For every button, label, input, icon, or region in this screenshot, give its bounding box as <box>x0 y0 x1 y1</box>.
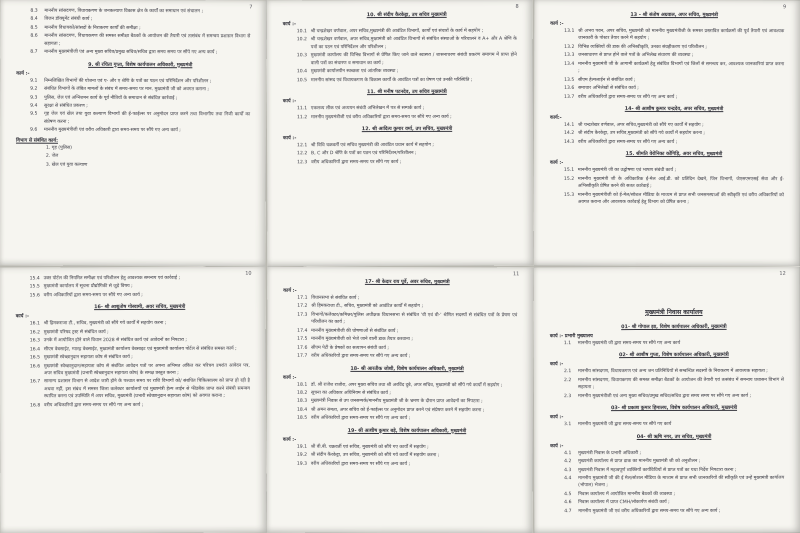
work-item <box>30 25 250 33</box>
item-number: 18.3 <box>296 399 308 405</box>
item-text: श्री संदीप कैरकेट्टा, उप सचिव, मुख्यमंत्री को सौंपे गये कार्यों में सहयोग करना ; <box>310 452 440 459</box>
item-text: निम्नलिखित विभागों की योजना एवं ए- और ए श्रेणि के पत्रों का पठन एवं परिनिर्देशन और परिशीलन ; <box>44 78 212 84</box>
work-label: कार्य :- <box>16 71 30 77</box>
item-number: 9.5 <box>30 112 38 118</box>
item-text: मुख्यमंत्री निवास से उप जनसम्पर्क/माननीय मुख्यमंत्री जी के भ्रमण के दौरान प्राप्त आवेदनों का निपटारा ; <box>310 399 483 405</box>
item-text: वरीय अधिकारियों द्वारा समय-समय पर सौंपे गए अन्य कार्य ; <box>311 353 411 360</box>
item-number: 12.2 <box>297 151 308 157</box>
item-number: 16.4 <box>29 346 41 352</box>
item-number: 10.1 <box>296 29 307 35</box>
item-text: श्री हिमकराजा टी., सचिव, मुख्यमंत्री को आवंटित कार्यों में सहयोग ; <box>311 304 424 310</box>
work-item <box>297 68 517 76</box>
work-item <box>297 381 517 389</box>
item-text: माननीय सांसदगण, विधायकगण की समस्त समीक्षा बैठकों के आयोजन की तैयारी एवं तत्संबंध में समन्वय प्रशासन विभाग से सहायता ; <box>577 377 784 391</box>
item-text: निवास कार्यालय में आयोजित माननीय बैठकों की व्यवस्था ; <box>578 491 676 497</box>
document-page-10 <box>0 267 266 533</box>
item-number: 13.4 <box>564 61 575 67</box>
work-item <box>297 303 517 311</box>
department-item: 2. जेल <box>45 153 59 159</box>
item-text: विभिन्न व्यक्तियों की डाक की अभिस्वीकृति, उनका संग्रहीकरण एवं परिशीलन ; <box>578 44 707 50</box>
item-text: माननीय मुख्यमंत्री जी के अधिकारिक ई-मेल आई.डी. को प्रतिदिन देखने, जिन विभागों, जेएसएमएसई सेवा और ई-अभिस्वीकृति प्रेषित करने की सतत कार्रवाई ; <box>577 176 784 190</box>
item-number: 13.2 <box>564 44 575 50</box>
work-item <box>30 94 250 102</box>
item-number: 1.1 <box>563 341 572 347</box>
document-page-12 <box>534 267 800 533</box>
work-label: कार्य :- <box>550 415 564 421</box>
item-number: 16.1 <box>29 321 40 327</box>
item-text: श्री संदीप कैरकेट्टा, उप सचिव,मुख्यमंत्री को सौंपे गये कार्यों में सहयोग करना ; <box>577 131 705 137</box>
item-number: 19.1 <box>296 444 308 450</box>
officer-heading: 19- श्री आशीष कुमार बड़े, विशेष कार्यपालन अधिकारी, मुख्यमंत्री <box>347 427 467 434</box>
item-text: माननीय मुख्यमंत्रीजी एवं अन्य मुख्य सचिव/प्रमुख सचिव/सचिव द्वारा समय समय पर सौंपे गए अन्य कार्य ; <box>44 49 218 56</box>
item-text: माननीय मुख्यमंत्रीजी की घोषणाओं से संबंधित कार्य ; <box>311 328 399 334</box>
officer-heading: 16- श्री आशुतोष गोस्वामी, अवर सचिव, मुख्यमंत्री <box>94 304 186 311</box>
page-number: 10 <box>245 270 252 277</box>
work-item <box>564 167 784 175</box>
item-number: 18.2 <box>297 390 308 396</box>
work-item <box>564 475 784 490</box>
item-number: 2.2 <box>563 378 572 384</box>
item-number: 12.1 <box>297 143 308 149</box>
item-number: 8.4 <box>30 17 38 23</box>
item-number: 15.4 <box>29 276 40 282</box>
work-label: कार्य :- <box>550 443 564 449</box>
item-text: वरीय अधिकारियों द्वारा समय-समय पर सौंपे गए अन्य कार्य ; <box>578 94 678 100</box>
item-text: सुरक्षा से संबंधित प्रकरण ; <box>44 103 88 109</box>
document-page-7 <box>0 0 266 266</box>
work-item <box>297 344 517 352</box>
officer-heading: 13 - श्री संतोष अग्रवाल, अपर सचिव, मुख्यमंत्री <box>630 11 719 19</box>
work-item <box>564 52 784 60</box>
work-item <box>30 33 250 49</box>
work-item <box>564 449 784 457</box>
item-text: श्री चन्द्रशेखर वर्णवाल, अपर सचिव,मुख्यमंत्री को आवंटित विभागों से संबंधित संस्थाओं के परिचालन व A+ और A श्रेणि के पत्रों का पठन एवं परिनिर्देशन और परिशीलन ; <box>310 37 517 51</box>
item-number: 4.1 <box>564 450 572 456</box>
item-text: माननीय विधायकों/सांसदों के निराकरण कार्यों की समीक्षा ; <box>44 25 141 31</box>
work-label: कार्य :- <box>282 437 297 443</box>
item-number: 10.2 <box>296 37 307 43</box>
work-label: कार्य :- <box>15 314 30 320</box>
item-number: 3.1 <box>564 422 572 428</box>
item-number: 19.2 <box>296 452 308 458</box>
work-item <box>30 337 250 345</box>
item-number: 16.3 <box>29 338 41 344</box>
officer-heading: 01- श्री गोपाल झा, विशेष कार्यपालन अधिकारी, मुख्यमंत्री <box>621 323 727 331</box>
item-text: निवास कार्यालय में प्राप्त CMH/लोकार्पण संबंधी कार्य ; <box>578 500 670 506</box>
item-text: विजन डॉक्यूमेंट संबंधी कार्य ; <box>44 17 93 23</box>
work-label: कार्य :- <box>550 21 564 27</box>
officer-heading: 02- श्री आशीष गुप्ता, विशेष कार्यपालन अधिकारी, मुख्यमंत्री <box>618 352 729 359</box>
department-item: 3. खेल एवं युवा कल्याण <box>45 162 88 168</box>
work-item <box>564 191 784 206</box>
item-text: मुख्यमंत्री निवास के प्रभारी अधिकारी ; <box>578 450 642 456</box>
item-number: 14.1 <box>564 122 575 128</box>
work-item <box>30 362 250 378</box>
item-number: 15.1 <box>563 168 575 174</box>
item-text: माननीय मुख्यमंत्री जी एवं वरीय अधिकारियों द्वारा समय-समय पर सौंपे गए अन्य कार्य ; <box>578 508 721 514</box>
work-item <box>297 76 517 84</box>
work-item <box>564 44 784 52</box>
item-number: 16.7 <box>29 379 41 385</box>
item-text: माननीय सांसद एवं विधायकगण के विकास कार्यों के आवंटित पत्रों का प्रेषण एवं उनकी परिस्थिति ; <box>310 77 473 83</box>
item-number: 18.5 <box>296 415 308 422</box>
officer-heading: 11. श्री मनीष पटनदेव, उप सचिव मुख्यमंत्री <box>366 88 447 96</box>
item-text: श्री वी.बी. चक्रवर्ती एवं सचिव, मुख्यमंत्री को सौंपे गए कार्यों में सहयोग ; <box>310 444 429 450</box>
item-text: सामान्य प्रशासन विभाग से आदेश जारी होने के पश्चात समय पर राशि विभागों को/ संबंधित चिकित्सालय को प्राप्त हो रही है अथवा नहीं, इस संबंध में समस्त जिला कलेक्टर कार्यालयों एवं मुख्यमंत्री हेल्प लाईन से फीडबैक प्राप्त करने संबंधी समन्वय स्थापित करना एवं उपस्थिति में अपर सचिव, मुख्यमंत्री (प्रभारी स्वेच्छानुदान सहायता कोष) को अवगत कराना ; <box>43 378 250 400</box>
item-text: मुख्यमंत्री कार्यालयीन स्वच्छता एवं आंतरिक व्यवस्था ; <box>310 69 399 75</box>
work-item <box>564 393 784 401</box>
item-number: 15.5 <box>29 284 40 290</box>
item-number: 16.6 <box>29 363 41 369</box>
item-number: 10.3 <box>296 53 308 59</box>
item-text: माननीय मुख्यमंत्री जी द्वारा समय-समय पर सौंपे गए कार्य <box>578 422 672 428</box>
item-number: 13.1 <box>564 28 575 34</box>
item-text: एकलव्य लीक एवं अध्ययन संबंधी अभिलेखन में पत्र से सम्पर्क कार्य ; <box>310 105 425 112</box>
item-number: 18.4 <box>296 407 308 413</box>
item-text: मुख्यमंत्री कार्यालय में सूचना प्रौद्योगिकी से जुड़े विषय ; <box>43 284 133 290</box>
item-text: उनके में आयोजित होने वाले विधान 2028 से संबंधित कार्य एवं आवेदनों का निपटारा ; <box>43 337 187 344</box>
item-number: 17.7 <box>297 353 308 359</box>
work-item <box>297 312 517 327</box>
work-item <box>564 340 784 348</box>
officer-heading: 17- श्री केदार राय पूर्वे, अवर सचिव, मुख्यमंत्री <box>364 278 450 286</box>
work-label: कार्य :- <box>549 362 564 368</box>
officer-heading: 03- श्री प्रकाश कुमार हिमालय, विशेष कार्यपालन अधिकारी, मुख्यमंत्री <box>610 405 738 412</box>
work-item <box>30 49 250 57</box>
work-item <box>564 458 784 466</box>
work-label: कार्य:- <box>550 115 562 121</box>
work-item <box>297 142 517 150</box>
item-text: श्री अभय पवन, अपर सचिव, मुख्यमंत्री को माननीय मुख्यमंत्रीजी के समस्त प्रस्तावित कार्यक्रमों की पूर्व तैयारी एवं आवश्यक जानकारी के पोस्टर तैयार करने में सहयोग ; <box>578 28 785 42</box>
item-number: 4.2 <box>564 459 572 465</box>
item-text: माननीय मुख्यमंत्रीजी एवं वरीय अधिकारियों द्वारा समय-समय पर सौंपे गए अन्य कार्य ; <box>310 114 452 120</box>
item-number: 2.1 <box>563 369 572 375</box>
work-item <box>30 275 250 283</box>
item-number: 17.3 <box>297 312 308 318</box>
page-number: 11 <box>512 271 520 278</box>
officer-heading: 15. श्रीमति वेरोनिका कोंगिड़ि, अवर सचिव, मुख्यमंत्री <box>625 151 723 158</box>
work-item <box>564 93 784 101</box>
item-text: वरीय अधिकारियों द्वारा समय-समय पर सौंपे गए अन्य कार्य ; <box>43 292 143 299</box>
item-text: श्री हिमकराजा टी., सचिव, मुख्यमंत्री को सौंपे गये कार्यों में सहयोग करना ; <box>43 321 167 327</box>
item-number: 16.5 <box>29 355 41 361</box>
item-text: सीएम हेल्पलाईन से संबंधित कार्य ; <box>578 77 636 83</box>
work-item <box>297 105 517 113</box>
item-number: 15.3 <box>563 192 575 198</box>
item-number: 4.4 <box>564 476 572 482</box>
item-text: मुख्यमंत्री स्वेच्छानुदान सहायता कोष से संबंधित कार्य ; <box>43 355 133 361</box>
work-label: कार्य :- <box>283 136 297 142</box>
item-number: 11.2 <box>296 114 308 120</box>
work-item <box>30 328 250 336</box>
work-item <box>564 122 784 130</box>
item-text: माननीय सांसदगण, विधायकगण के जनकल्याण विकास क्षेत्र के कार्यों का समाधान एवं संचालन ; <box>44 8 204 15</box>
item-number: 15.2 <box>563 176 575 182</box>
item-text: सूचना का अधिकार अधिनियम से संबंधित कार्य ; <box>311 390 391 396</box>
item-text: वरीय अधिकारियों द्वारा समय-समय पर सौंपे गए कार्य ; <box>311 159 402 166</box>
item-number: 4.3 <box>564 467 572 473</box>
item-number: 10.4 <box>296 69 308 75</box>
item-number: 15.6 <box>29 293 40 299</box>
page-number: 8 <box>515 3 519 10</box>
item-text: वरीय अधिकारियों द्वारा समय-समय पर सौंपे गए अन्य कार्य ; <box>577 139 678 145</box>
item-number: 11.1 <box>296 106 308 112</box>
item-number: 16.2 <box>29 330 41 336</box>
item-text: संबंधित विभागों के लंबित मामलों के संबंध में समय-समय पर मान. मुख्यमंत्री जी को अवगत कराना ; <box>44 86 209 93</box>
work-item <box>297 36 517 51</box>
item-number: 8.3 <box>30 8 38 14</box>
item-text: मुख्यमंत्री स्वेच्छानुदान/सहायता कोष से संबंधित आवेदन पत्रों पर अपना अभिमत अंकित कर परिचय उपरांत आवेदन पत्र, अपर सचिव मुख्यमंत्री (प्रभारी स्वेच्छानुदान सहायता कोष) के समक्ष प्रस्तुत करना ; <box>43 363 250 377</box>
item-text: मुख्यमंत्री कार्यालय की विभिन्न विभागों से प्रेषित किए जाने वाले स्वास्थ्य / शासनाचरण संबंधी प्रकरण समागम में प्राप्त होने वाली पत्रों का संधारण व समाधान का कार्य ; <box>310 53 517 66</box>
item-number: 13.7 <box>564 94 575 100</box>
item-number: 13.3 <box>564 53 575 59</box>
work-item <box>30 8 250 16</box>
item-text: विधानसभा से संबंधित कार्य ; <box>311 295 360 301</box>
officer-heading: 04- श्री ऋषि नगर, उप सचिव, मुख्यमंत्री <box>636 433 712 440</box>
item-text: पुलिस, जेल एवं अग्निशमन कार्य के पूर्व नीतियों के समाधान से संबंधित कार्रवाई ; <box>44 95 178 101</box>
work-item <box>297 159 517 167</box>
item-text: माननीय मुख्यमंत्री जी का उद्घोषणा एवं भाषण संबंधी कार्य ; <box>577 168 677 174</box>
item-text: माननीय मुख्यमंत्री जी की ई मेल/सोशल मीडिया के माध्यम से प्राप्त सभी जानकारियों की स्वीकृति एवं उन्हें मुख्यमंत्री कार्यालय (भोपाल) भेजना ; <box>578 475 785 489</box>
work-item <box>30 86 250 94</box>
work-item <box>297 415 517 423</box>
work-item <box>564 130 784 138</box>
work-item <box>297 407 517 415</box>
item-text: श्री चन्द्रशेखर वर्णवाल, अपर सचिव,मुख्यमंत्री की आवंटित विभागों, कार्यों एवं संचारों के कार्य में सहयोग ; <box>310 28 484 35</box>
item-text: सीएम वेबसाईट, ग्यारह वेबसाईट, मुख्यमंत्री कार्यालय वेबसाइट एवं मुख्यमंत्री कार्यालय पोर्टल से संबंधित समस्त कार्य ; <box>43 346 237 352</box>
item-text: जनसाधारण से प्राप्त होने वाले पत्रों के अभिलेख संधारण की व्यवस्था ; <box>578 53 694 59</box>
work-item <box>297 150 517 158</box>
item-text: माननीय मुख्यमंत्री जी के आगामी कार्यक्रमों हेतु संबंधित विभागों एवं जिलों से समन्वय कर, आवश्यक जानकारियां प्राप्त करना ; <box>578 61 785 75</box>
item-number: 18.1 <box>297 382 308 388</box>
page-number: 12 <box>779 270 786 277</box>
item-number: 4.7 <box>564 508 572 514</box>
work-item <box>30 354 250 362</box>
office-title: मुख्यमंत्री निवास कार्यालय <box>645 308 703 317</box>
work-item <box>564 499 784 507</box>
item-text: समाचार अभिलेखों से संबंधित कार्य ; <box>578 85 639 92</box>
work-item <box>564 491 784 499</box>
work-item <box>297 52 517 67</box>
item-number: 19.3 <box>296 461 308 467</box>
item-text: श्री चन्द्रशेखर वर्णवाल, अपर सचिव,मुख्यमंत्री को सौंपे गए कार्यों में सहयोग ; <box>578 122 704 129</box>
work-item <box>30 103 250 111</box>
work-item <box>564 85 784 93</box>
item-number: 8.5 <box>30 25 38 31</box>
work-item <box>564 139 784 147</box>
work-label: कार्य :- <box>282 22 297 28</box>
item-number: 10.5 <box>296 77 308 83</box>
work-item <box>564 421 784 429</box>
item-text: विभागों/कलेक्टर/कमिश्नर/पुलिस अधीक्षक विधानसभा से संबंधित 'वी एवं वी-' श्रेणित सदस्यों से संबंधित पत्रों के प्रेषण एवं परिशीलन का कार्य ; <box>311 312 518 326</box>
officer-heading: 18- श्री आरतीक जोशी, विशेष कार्यपालन अधिकारी, मुख्यमंत्री <box>350 365 464 372</box>
section-subheading: विभाग से संबंधित कार्य: <box>15 138 58 144</box>
work-item <box>564 61 784 76</box>
item-number: 9.3 <box>30 95 38 101</box>
work-label: कार्य :- <box>283 288 297 294</box>
item-text: गृह जेल एवं खेल तथा युवा कल्याण विभागों की ई-फाईल्स पर अनुमोदन प्राप्त करने तथा विभागीय तथा निजी कार्यों का संप्रेषण करना ; <box>44 112 251 125</box>
item-text: वरीय अधिकारियों द्वारा समय-समय पर सौंपे गए अन्य कार्य ; <box>310 461 411 467</box>
item-text: डॉ. श्री राजेश राजौरा, अपर मुख्य सचिव तथा श्री अरविंद दुबे, अपर सचिव, मुख्यमंत्री को सौंपे गये कार्यों में सहयोग ; <box>311 382 503 388</box>
item-text: माननीय मुख्यमंत्रीजी को ई-मेल/सोशल मीडिया के माध्यम से प्राप्त सभी जनसमस्याओं की स्वीकृति एवं वरीय अधिकारियों को अवगत कराना और आवश्यक कार्रवाई हेतु विभाग को प्रेषित करना ; <box>577 192 784 206</box>
item-number: 9.1 <box>30 78 38 84</box>
item-number: 17.2 <box>297 304 308 310</box>
item-text: B, C और D श्रेणि के पत्रों का पठन एवं परिनिर्देशन/परिशीलन ; <box>311 151 417 157</box>
work-item <box>564 507 784 515</box>
work-label: कार्य :- <box>283 375 297 381</box>
work-item <box>30 320 250 328</box>
work-item <box>30 345 250 353</box>
work-item <box>30 16 250 24</box>
item-text: माननीय सांसदगण, विधायकगण एवं अन्य जन प्रतिनिधियों से सम्बन्धित सदस्यों के निराकरण में आवश्यक सहायता ; <box>577 369 768 375</box>
item-text: माननीय मुख्यमंत्रीजी एवं वरीय अधिकारी द्वारा समय-समय पर सौंपे गए अन्य कार्य ; <box>43 127 181 134</box>
item-text: मुख्यमंत्री कार्यालय से प्राप्त डाक का माननीय मुख्यमंत्री जी को अनुशीलन ; <box>578 459 701 465</box>
item-number: 9.4 <box>30 103 38 109</box>
work-item <box>297 452 517 460</box>
work-item <box>30 77 250 85</box>
work-item <box>297 113 517 121</box>
work-item <box>297 443 517 451</box>
document-page-9 <box>534 0 800 266</box>
item-number: 13.6 <box>564 85 575 91</box>
work-item <box>30 283 250 291</box>
work-item <box>30 401 250 409</box>
item-number: 4.5 <box>564 491 572 497</box>
work-item <box>564 377 784 392</box>
work-item <box>30 111 250 127</box>
work-item <box>297 28 517 36</box>
item-text: सीएम पेटी के प्रेषकों का सत्यापन संबंधी कार्य ; <box>311 345 389 351</box>
work-item <box>564 76 784 84</box>
item-number: 8.6 <box>30 33 38 39</box>
item-number: 17.5 <box>297 336 308 342</box>
item-text: माननीय मुख्यमंत्रीजी एवं अन्य मुख्य सचिव/प्रमुख सचिव/सचिव द्वारा समय समय पर सौंपे गए अन्य कार्य ; <box>577 393 752 399</box>
item-text: श्री विधि चक्रवर्ती एवं सचिव मुख्यमंत्री की आवंटित प्रधान कार्य में सहयोग ; <box>311 142 434 149</box>
work-item <box>30 127 250 135</box>
item-text: माननीय सांसदगण, विधायकगण की समस्त समीक्षा बैठकों के आयोजन की तैयारी एवं तत्संबंध में समन्वय प्रशासन विभाग से सहायता ; <box>44 34 251 47</box>
item-number: 9.2 <box>30 86 38 92</box>
page-number: 9 <box>783 4 787 11</box>
item-text: मुख्यमंत्री निवास में महत्वपूर्ण व्यक्तियों कार्यविधियों से प्राप्त पत्रों का यथा निर्देश निपटारा करना ; <box>578 467 737 473</box>
item-number: 17.6 <box>297 345 308 351</box>
document-page-8 <box>267 0 534 266</box>
officer-heading: 12. श्री आदित्य कुमार वर्मा, उप सचिव, मुख्यमंत्री <box>361 125 453 133</box>
item-number: 9.6 <box>29 127 38 133</box>
work-item <box>564 368 784 376</box>
work-label: कार्य :- <box>549 161 564 167</box>
item-number: 8.7 <box>30 49 38 55</box>
work-item <box>297 353 517 361</box>
item-number: 4.6 <box>564 500 572 506</box>
item-number: 14.2 <box>563 131 575 137</box>
item-number: 14.3 <box>563 139 575 145</box>
work-label: कार्य :- प्रभारी मुख्यालय <box>549 334 593 340</box>
work-item <box>297 390 517 398</box>
officer-heading: 9. श्री रचिता गुप्ता, विशेष कार्यपालन अधिकारी, मुख्यमंत्री <box>88 61 193 68</box>
work-item <box>297 336 517 344</box>
department-item: 1. गृह (पुलिस) <box>45 145 72 151</box>
item-text: वरीय अधिकारियों द्वारा समय-समय पर सौंपे गए अन्य कार्य ; <box>310 416 411 422</box>
item-number: 13.5 <box>564 77 575 83</box>
item-number: 16.8 <box>30 403 41 409</box>
item-number: 2.3 <box>563 393 572 399</box>
officer-heading: 10. श्री संदीप कैरकेट्टा, उप सचिव मुख्यमंत्री <box>366 11 447 19</box>
work-item <box>30 291 250 299</box>
work-item <box>564 466 784 474</box>
work-item <box>297 295 517 303</box>
item-text: उक्त पोर्टल की नियमित समीक्षा एवं परिशीलन हेतु आवश्यक समन्वय एवं कार्रवाई ; <box>43 275 181 282</box>
work-item <box>564 176 784 191</box>
page-number: 7 <box>249 4 253 11</box>
work-item <box>297 398 517 406</box>
work-item <box>297 460 517 468</box>
officer-heading: 14- श्री आशीष कुमार चन्द्रदेव, अपर सचिव, मुख्यमंत्री <box>624 105 724 113</box>
item-number: 12.3 <box>297 160 308 166</box>
item-number: 17.4 <box>297 328 308 334</box>
item-text: माननीय मुख्यमंत्रीजी को भेजे जाने वाली डाक तैयार करवाना ; <box>311 336 413 343</box>
item-number: 17.1 <box>297 295 308 301</box>
document-page-11 <box>267 267 534 533</box>
work-item <box>564 28 784 43</box>
item-text: वरीय अधिकारियों द्वारा समय-समय पर सौंपे गए अन्य कार्य ; <box>44 402 144 408</box>
item-text: श्री अमन समता, अपर सचिव को ई-फाईल्स पर अनुमोदन प्राप्त करने एवं संप्रेषण करने में सहयोग करना ; <box>310 407 485 414</box>
work-item <box>30 378 250 401</box>
work-label: कार्य :- <box>282 99 297 105</box>
item-text: मुख्यमंत्री परिषद ट्रस्ट से संबंधित कार्य ; <box>43 329 109 336</box>
work-item <box>297 327 517 335</box>
item-text: माननीय मुख्यमंत्री जी द्वारा समय-समय पर सौंपे गए अन्य कार्य <box>577 340 681 347</box>
